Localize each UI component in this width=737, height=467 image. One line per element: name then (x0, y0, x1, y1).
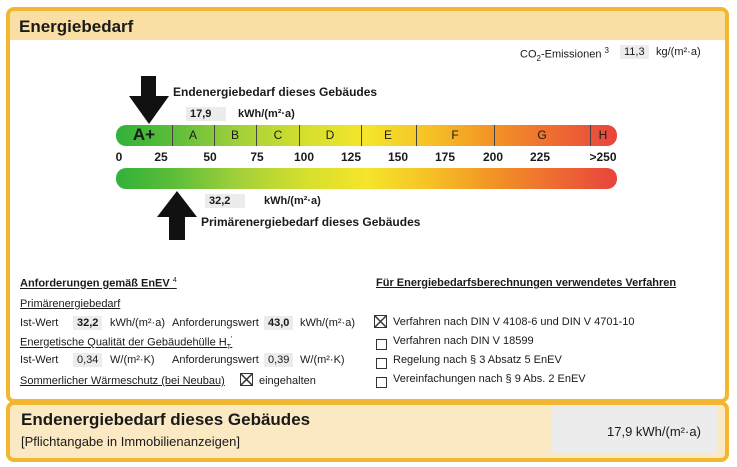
energy-scale-bar (116, 125, 617, 146)
class-c: C (273, 128, 283, 142)
page-title: Energiebedarf (19, 17, 134, 36)
end-energy-unit: kWh/(m²·a) (238, 108, 295, 120)
tick-125: 125 (340, 150, 362, 164)
tick-150: 150 (387, 150, 409, 164)
end-energy-label: Endenergiebedarf dieses Gebäudes (173, 85, 378, 99)
primary-anf-label: Anforderungswert (172, 317, 259, 329)
primary-energy-arrow-icon (157, 191, 197, 217)
tick-225: 225 (529, 150, 551, 164)
summary-value: 17,9 kWh/(m²·a) (607, 424, 701, 439)
procedure-item-3: Vereinfachungen nach § 9 Abs. 2 EnEV (393, 373, 586, 385)
primary-anf-value: 43,0 (264, 316, 293, 330)
primary-energy-unit: kWh/(m²·a) (264, 195, 321, 207)
class-a-plus: A+ (132, 125, 156, 144)
class-a: A (188, 128, 198, 142)
primary-ist-value: 32,2 (73, 316, 102, 330)
summary-subtitle: [Pflichtangabe in Immobilienanzeigen] (21, 434, 240, 449)
tick-200: 200 (482, 150, 504, 164)
primary-ist-unit: kWh/(m²·a) (110, 317, 165, 329)
quality-anf-unit: W/(m²·K) (300, 354, 345, 366)
procedure-item-2: Regelung nach § 3 Absatz 5 EnEV (393, 354, 562, 366)
tick-250-plus: >250 (589, 150, 617, 164)
end-energy-value: 17,9 (186, 107, 226, 121)
primary-energy-heading: Primärenergiebedarf (20, 298, 121, 310)
tick-50: 50 (203, 150, 217, 164)
tick-0: 0 (115, 150, 123, 164)
end-energy-arrow-icon (129, 96, 169, 124)
class-b: B (230, 128, 240, 142)
procedure-checkbox-1 (376, 336, 393, 354)
requirements-title: Anforderungen gemäß EnEV $^4$ (20, 277, 177, 290)
class-f: F (451, 128, 459, 142)
quality-heading: Energetische Qualität der Gebäudehülle $H_T'$ (20, 336, 233, 351)
primary-energy-label: Primärenergiebedarf dieses Gebäudes (201, 215, 421, 229)
procedure-checkbox-2 (376, 355, 393, 373)
class-d: D (325, 128, 335, 142)
quality-anf-label: Anforderungswert (172, 354, 259, 366)
co2-label: $CO_2$-Emissionen $^3$ (520, 46, 609, 63)
primary-ist-label: Ist-Wert (20, 317, 59, 329)
co2-value: 11,3 (620, 45, 649, 59)
summer-heat-status: eingehalten (259, 375, 316, 387)
energy-scale-bar-lower (116, 168, 617, 189)
procedure-item-1: Verfahren nach DIN V 18599 (393, 335, 534, 347)
class-g: G (537, 128, 547, 142)
class-h: H (598, 128, 608, 142)
quality-anf-value: 0,39 (264, 353, 293, 367)
tick-100: 100 (293, 150, 315, 164)
procedure-checkbox-3 (376, 374, 393, 392)
tick-75: 75 (250, 150, 264, 164)
summer-heat-checked-icon (240, 373, 253, 386)
tick-175: 175 (434, 150, 456, 164)
procedures-title: Für Energiebedarfsberechnungen verwendetes Verfahren (376, 277, 677, 289)
summer-heat-label: Sommerlicher Wärmeschutz (bei Neubau) (20, 375, 225, 387)
procedure-item-0: Verfahren nach DIN V 4108-6 und DIN V 4701-10 (393, 316, 635, 328)
primary-energy-arrow-shaft (169, 215, 185, 240)
summary-title: Endenergiebedarf dieses Gebäudes (21, 410, 311, 429)
primary-energy-value: 32,2 (205, 194, 245, 208)
quality-ist-unit: W/(m²·K) (110, 354, 155, 366)
class-e: E (383, 128, 393, 142)
primary-anf-unit: kWh/(m²·a) (300, 317, 355, 329)
co2-unit: kg/(m²·a) (656, 46, 701, 58)
tick-25: 25 (154, 150, 168, 164)
quality-ist-label: Ist-Wert (20, 354, 59, 366)
procedure-checked-icon (374, 315, 387, 328)
quality-ist-value: 0,34 (73, 353, 102, 367)
